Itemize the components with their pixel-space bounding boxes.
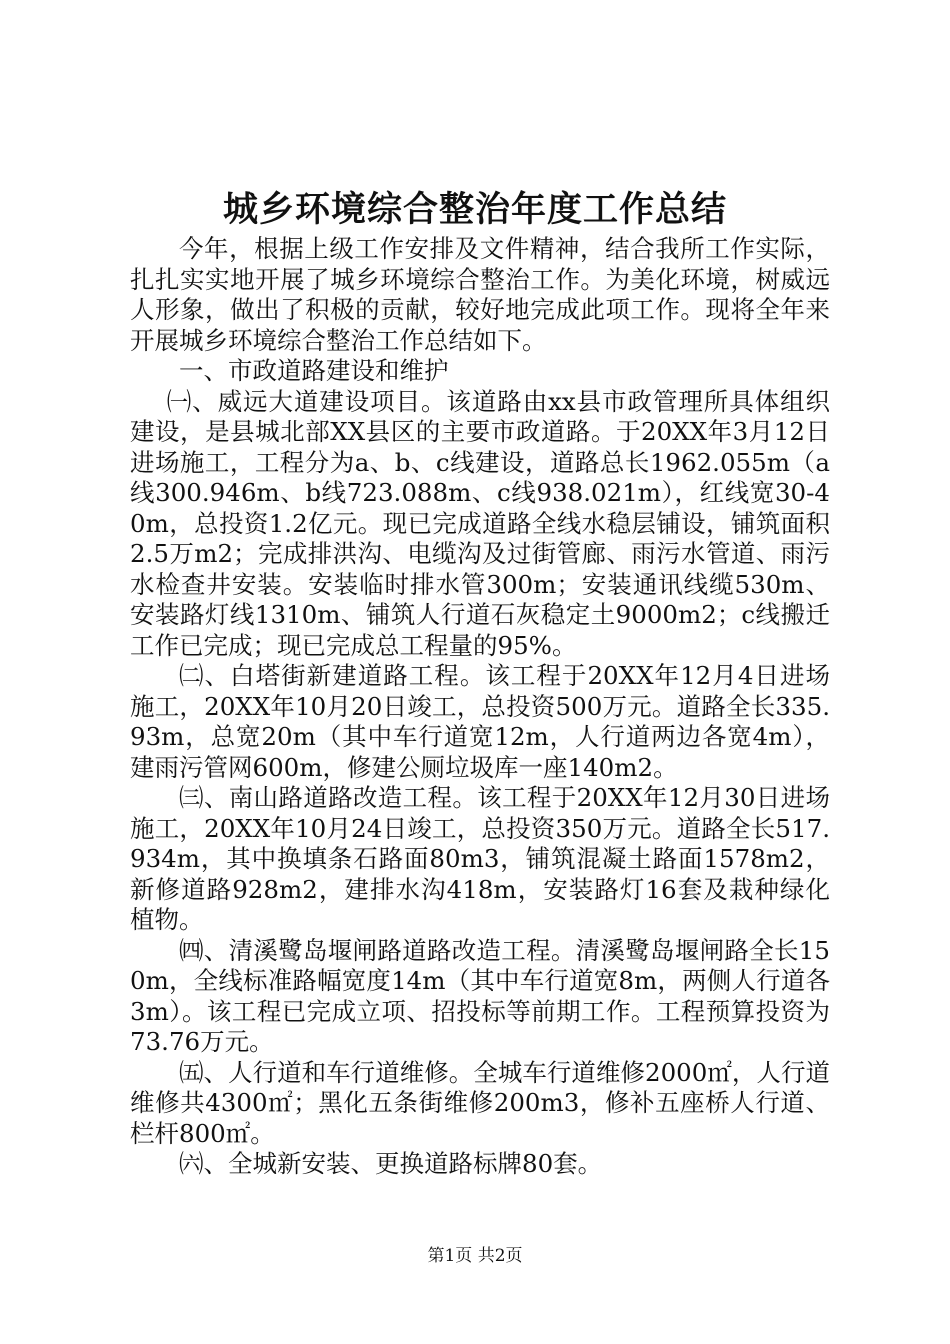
item-paragraph-1: ㈠、威远大道建设项目。该道路由xx县市政管理所具体组织建设，是县城北部XX县区的主要市政道路。于20XX年3月12日进场施工，工程分为a、b、c线建设，道路总长1962.055m（a线300.946m、b线723.088m、c线938.021m），红线宽30-40m，总投资1.2亿元。现已完成道路全线水稳层铺设，铺筑面积2.5万m2；完成排洪沟、电缆沟及过街管廊、雨污水管道、雨污水检查井安装。安装临时排水管300m；安装通讯线缆530m、安装路灯线1310m、铺筑人行道石灰稳定土9000m2；c线搬迁工作已完成；现已完成总工程量的95%。 — [130, 386, 830, 660]
document-title: 城乡环境综合整治年度工作总结 — [222, 189, 727, 230]
page-number-footer: 第1页 共2页 — [427, 1246, 523, 1266]
item-paragraph-4: ㈣、清溪鹭岛堰闸路道路改造工程。清溪鹭岛堰闸路全长150m，全线标准路幅宽度14m（其中车行道宽8m，两侧人行道各3m）。该工程已完成立项、招投标等前期工作。工程预算投资为73.76万元。 — [130, 935, 830, 1056]
item-paragraph-5: ㈤、人行道和车行道维修。全城车行道维修2000㎡，人行道维修共4300㎡；黑化五条街维修200m3，修补五座桥人行道、栏杆800㎡。 — [130, 1057, 830, 1148]
section-heading: 一、市政道路建设和维护 — [179, 356, 449, 385]
intro-paragraph: 今年，根据上级工作安排及文件精神，结合我所工作实际，扎扎实实地开展了城乡环境综合整治工作。为美化环境，树威远人形象，做出了积极的贡献，较好地完成此项工作。现将全年来开展城乡环境综合整治工作总结如下。 — [130, 234, 830, 355]
item-paragraph-2: ㈡、白塔街新建道路工程。该工程于20XX年12月4日进场施工，20XX年10月20日竣工，总投资500万元。道路全长335.93m，总宽20m（其中车行道宽12m，人行道两边各宽4m），建雨污管网600m，修建公厕垃圾库一座140m2。 — [130, 661, 830, 782]
item-paragraph-3: ㈢、南山路道路改造工程。该工程于20XX年12月30日进场施工，20XX年10月24日竣工，总投资350万元。道路全长517.934m，其中换填条石路面80m3，铺筑混凝土路面1578m2，新修道路928m2，建排水沟418m，安装路灯16套及栽种绿化植物。 — [130, 783, 830, 934]
document-body — [130, 234, 830, 1180]
item-paragraph-6: ㈥、全城新安装、更换道路标牌80套。 — [179, 1149, 603, 1178]
